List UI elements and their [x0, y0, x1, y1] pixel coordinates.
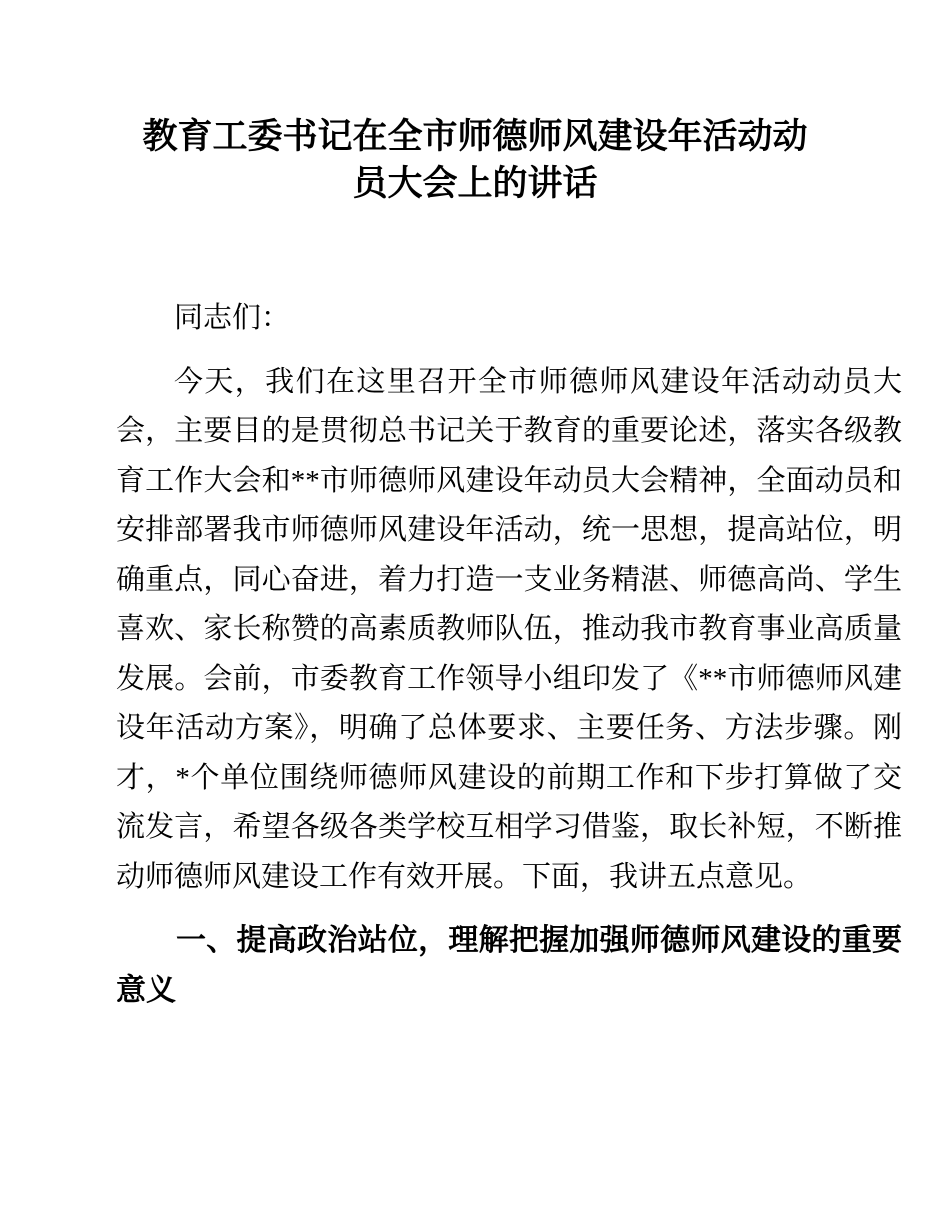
- section-heading-1: 一、提高政治站位，理解把握加强师德师风建设的重要意义: [116, 924, 902, 1007]
- body-paragraph: 今天，我们在这里召开全市师德师风建设年活动动员大会，主要目的是贯彻总书记关于教育的重要论述，落实各级教育工作大会和**市师德师风建设年动员大会精神，全面动员和安排部署我市师德师风建设年活动，统一思想，提高站位，明确重点，同心奋进，着力打造一支业务精湛、师德高尚、学生喜欢、家长称赞的高素质教师队伍，推动我市教育事业高质量发展。会前，市委教育工作领导小组印发了《**市师德师风建设年活动方案》，明确了总体要求、主要任务、方法步骤。刚才，*个单位围绕师德师风建设的前期工作和下步打算做了交流发言，希望各级各类学校互相学习借鉴，取长补短，不断推动师德师风建设工作有效开展。下面，我讲五点意见。: [116, 365, 902, 893]
- document-title: 教育工委书记在全市师德师风建设年活动动员大会上的讲话: [142, 117, 808, 203]
- salutation: 同志们：: [174, 302, 291, 334]
